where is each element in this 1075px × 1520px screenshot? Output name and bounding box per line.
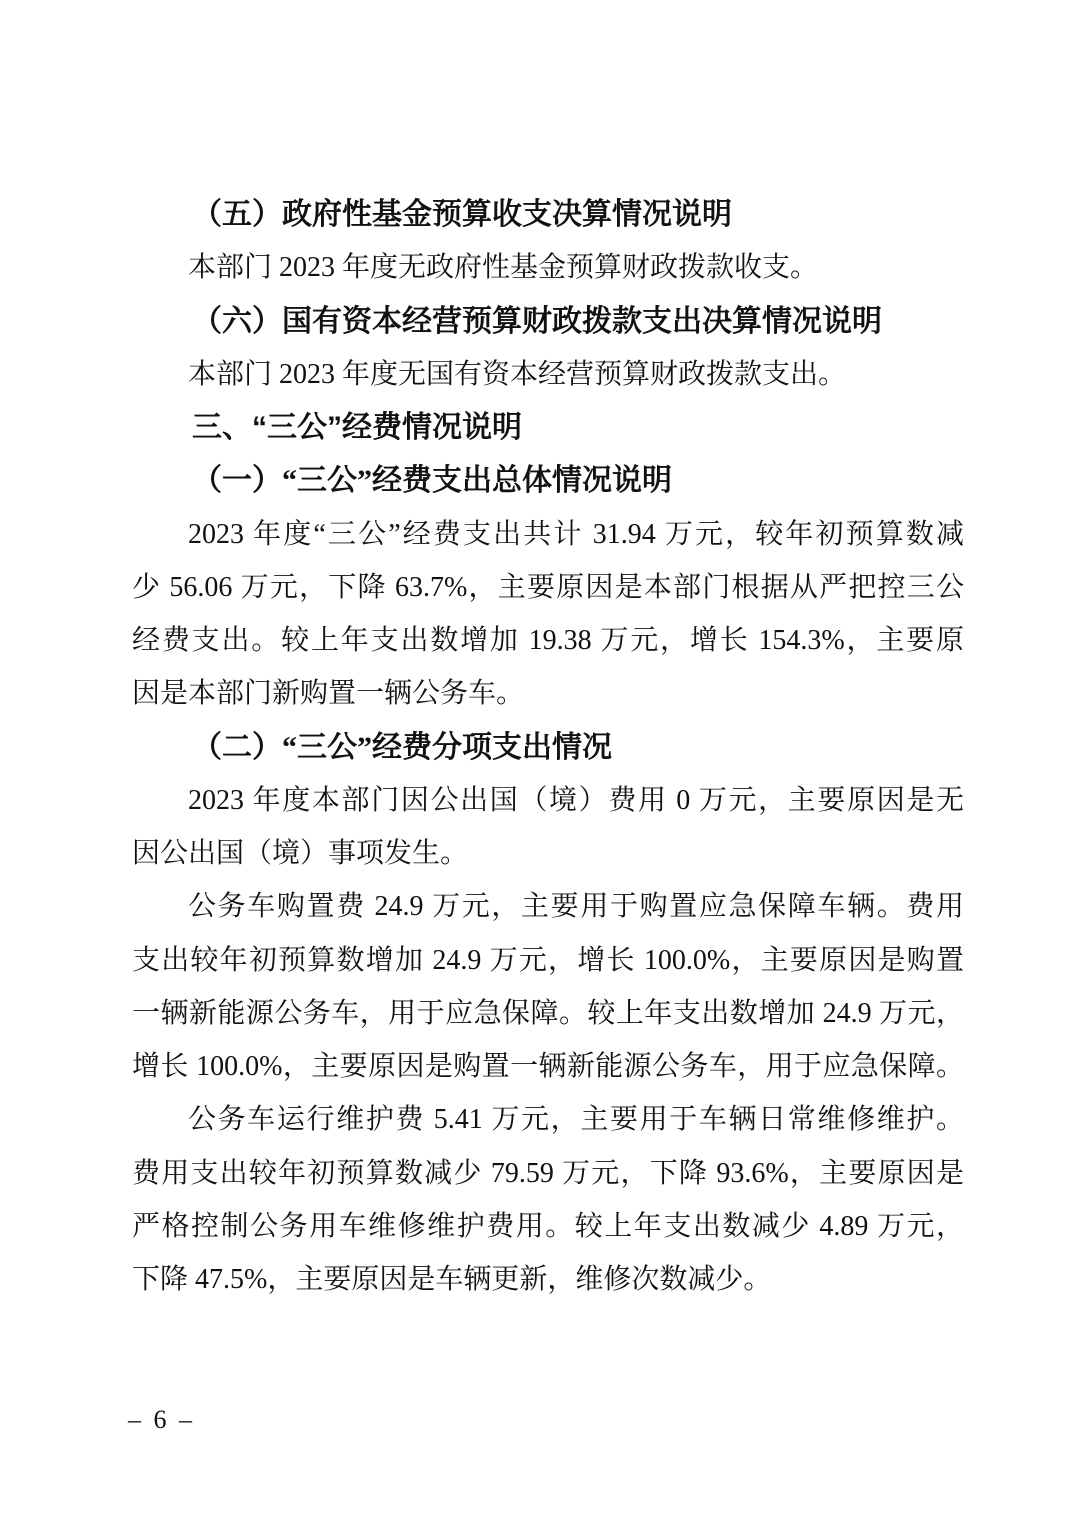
vehicle-maintenance-paragraph-line: 下降 47.5%，主要原因是车辆更新，维修次数减少。: [132, 1264, 772, 1295]
document-body: [132, 188, 964, 1306]
page-number: – 6 –: [128, 1405, 192, 1434]
section-5-heading: （五）政府性基金预算收支决算情况说明: [192, 198, 732, 231]
abroad-expense-paragraph-line: 因公出国（境）事项发生。: [132, 838, 469, 869]
total-expense-paragraph-line: 少 56.06 万元，下降 63.7%，主要原因是本部门根据从严把控三公: [132, 571, 964, 603]
total-expense-paragraph-line: 经费支出。较上年支出数增加 19.38 万元，增长 154.3%，主要原: [132, 625, 964, 656]
part-3-2-heading: （二）“三公”经费分项支出情况: [192, 730, 612, 764]
abroad-expense-paragraph-line: 2023 年度本部门因公出国（境）费用 0 万元，主要原因是无: [188, 784, 964, 816]
vehicle-maintenance-paragraph-line: 公务车运行维护费 5.41 万元，主要用于车辆日常维修维护。: [188, 1104, 964, 1136]
vehicle-purchase-paragraph-line: 支出较年初预算数增加 24.9 万元，增长 100.0%，主要原因是购置: [132, 944, 964, 976]
total-expense-paragraph-line: 因是本部门新购置一辆公务车。: [132, 678, 525, 710]
total-expense-paragraph-line: 2023 年度“三公”经费支出共计 31.94 万元，较年初预算数减: [188, 518, 964, 550]
section-5-paragraph: 本部门 2023 年度无政府性基金预算财政拨款收支。: [188, 252, 819, 284]
vehicle-maintenance-paragraph-line: 费用支出较年初预算数减少 79.59 万元，下降 93.6%，主要原因是: [132, 1157, 964, 1189]
section-6-heading: （六）国有资本经营预算财政拨款支出决算情况说明: [192, 304, 882, 338]
part-3-heading: 三、“三公”经费情况说明: [192, 411, 522, 444]
section-6-paragraph: 本部门 2023 年度无国有资本经营预算财政拨款支出。: [188, 358, 847, 390]
vehicle-purchase-paragraph-line: 一辆新能源公务车，用于应急保障。较上年支出数增加 24.9 万元，: [132, 997, 964, 1029]
vehicle-purchase-paragraph-line: 增长 100.0%，主要原因是购置一辆新能源公务车，用于应急保障。: [132, 1051, 964, 1082]
part-3-1-heading: （一）“三公”经费支出总体情况说明: [192, 464, 672, 498]
vehicle-purchase-paragraph-line: 公务车购置费 24.9 万元，主要用于购置应急保障车辆。费用: [188, 891, 964, 923]
vehicle-maintenance-paragraph-line: 严格控制公务用车维修维护费用。较上年支出数减少 4.89 万元，: [132, 1210, 964, 1242]
